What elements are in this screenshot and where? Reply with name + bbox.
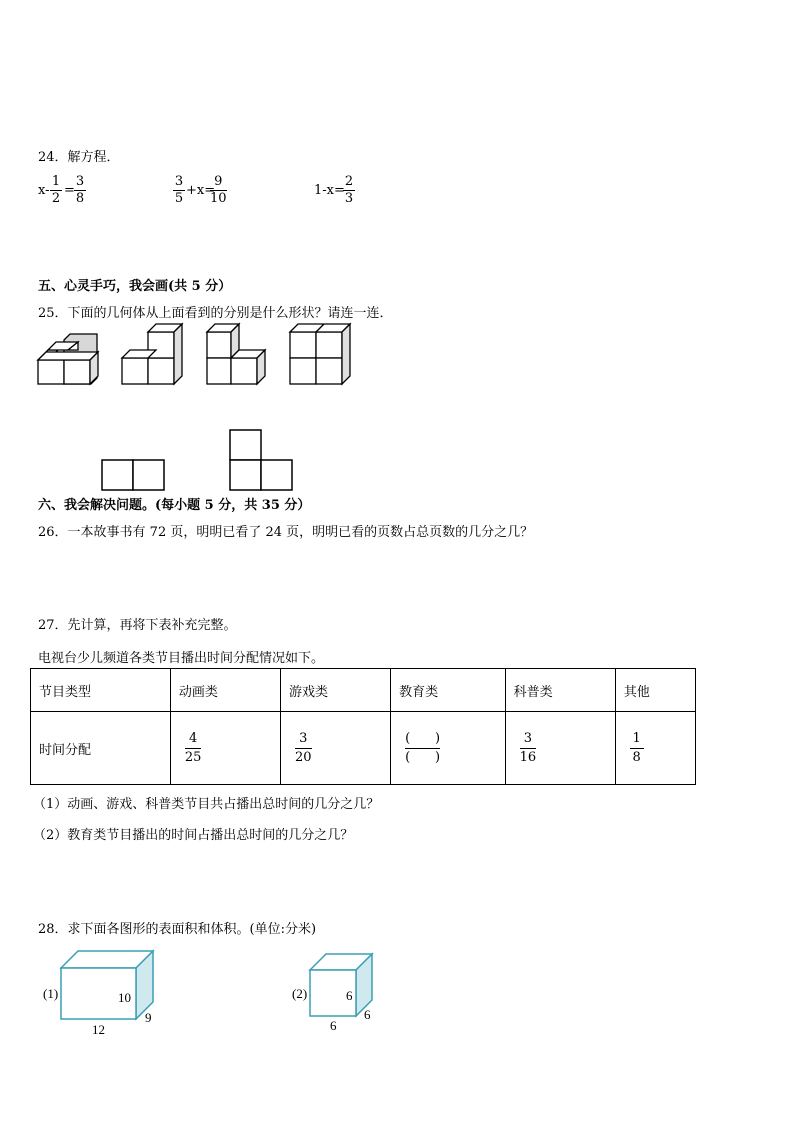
q28-title: 28．求下面各图形的表面积和体积。(单位:分米) <box>38 922 317 937</box>
q25-top-views <box>0 425 320 495</box>
table-cell <box>505 712 615 785</box>
fraction: 1 2 <box>51 174 61 206</box>
table-cell-blank[interactable] <box>391 712 506 785</box>
top-view-2 <box>230 430 292 490</box>
q27-intro: 电视台少儿频道各类节目播出时间分配情况如下。 <box>38 651 325 666</box>
cuboid-figure-1 <box>61 951 153 1019</box>
fraction: 3 5 <box>174 174 184 206</box>
section-6-heading: 六、我会解决问题。(每小题 5 分，共 35 分） <box>38 498 311 513</box>
solid-4 <box>290 324 350 384</box>
fraction: $\frac{3}{16}$ <box>519 730 537 765</box>
q25-solids <box>0 320 380 395</box>
table-cell <box>281 712 391 785</box>
figure-1-height-label: 10 <box>118 990 131 1005</box>
table-row <box>31 712 696 785</box>
fraction: $\frac{4}{25}$ <box>184 730 202 765</box>
fraction: 3 8 <box>75 174 85 206</box>
table-header-cell: 动画类 <box>170 669 280 712</box>
table-header-cell: 游戏类 <box>281 669 391 712</box>
top-view-1 <box>102 460 164 490</box>
q27-sub-1: （1）动画、游戏、科普类节目共占播出总时间的几分之几？ <box>33 797 380 812</box>
q25-title: 25．下面的几何体从上面看到的分别是什么形状？请连一连． <box>38 306 393 321</box>
cube-figure-2 <box>310 954 372 1016</box>
table-cell <box>615 712 695 785</box>
q27-title: 27．先计算，再将下表补充完整。 <box>38 618 237 633</box>
table-cell <box>170 712 280 785</box>
fraction: $\frac{3}{20}$ <box>295 730 312 765</box>
row-label: 时间分配 <box>31 712 171 785</box>
figure-2-length-label: 6 <box>330 1018 337 1033</box>
figure-1-length-label: 12 <box>92 1022 105 1037</box>
figure-2-height-label: 6 <box>346 988 353 1003</box>
table-header-cell: 科普类 <box>505 669 615 712</box>
table-header-cell: 节目类型 <box>31 669 171 712</box>
figure-1-label: (1) <box>43 986 59 1001</box>
section-5-heading: 五、心灵手巧，我会画(共 5 分） <box>38 279 232 294</box>
program-time-table <box>30 668 696 785</box>
figure-1-width-label: 9 <box>145 1010 152 1025</box>
fraction: $\frac{1}{8}$ <box>630 730 644 767</box>
q26-text: 26．一本故事书有 72 页，明明已看了 24 页，明明已看的页数占总页数的几分之几？ <box>38 525 534 540</box>
solid-2 <box>122 324 182 384</box>
q28-figures <box>0 940 420 1040</box>
q27-sub-2: （2）教育类节目播出的时间占播出总时间的几分之几？ <box>33 828 354 843</box>
table-header-row <box>31 669 696 712</box>
figure-2-width-label: 6 <box>364 1007 371 1022</box>
fraction: 2 3 <box>344 174 354 206</box>
solid-3 <box>207 324 265 384</box>
table-header-cell: 其他 <box>615 669 695 712</box>
fraction-blank: ( ) ( ) <box>405 730 441 765</box>
solid-1 <box>38 334 98 384</box>
fraction: 9 10 <box>210 174 227 206</box>
table-header-cell: 教育类 <box>391 669 506 712</box>
q24-title: 24．解方程． <box>38 150 120 165</box>
figure-2-label: (2) <box>292 986 308 1001</box>
